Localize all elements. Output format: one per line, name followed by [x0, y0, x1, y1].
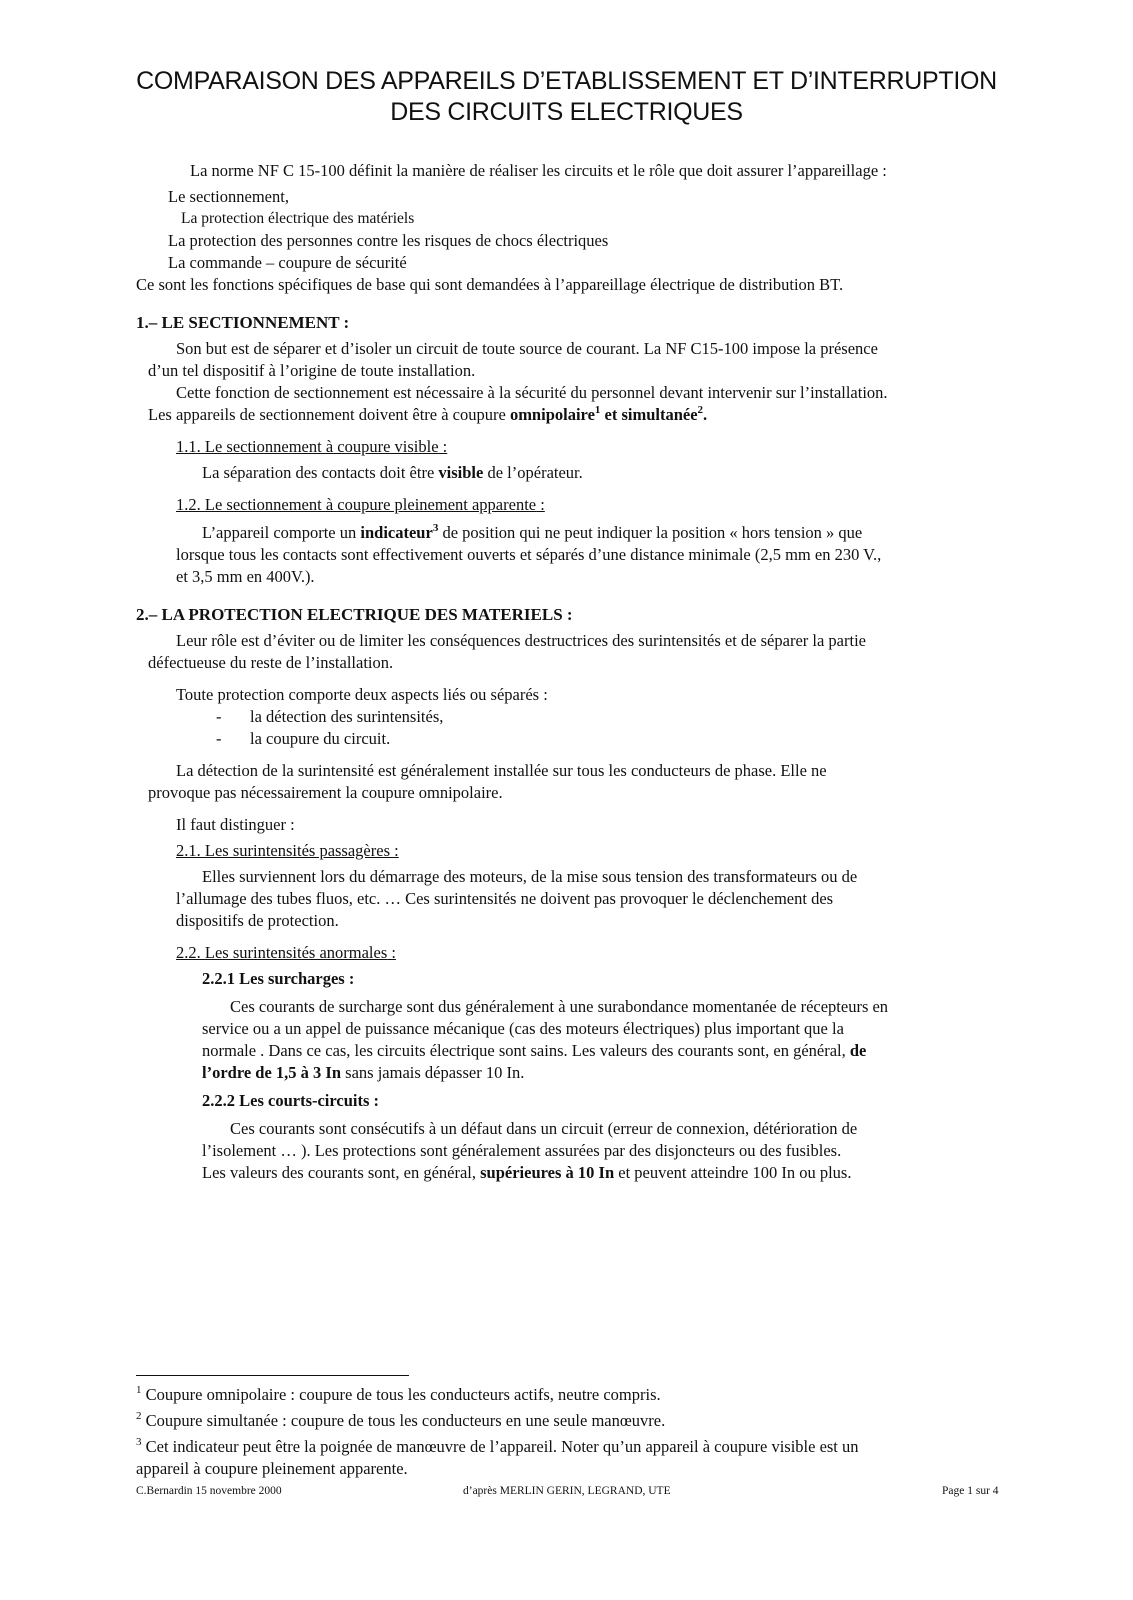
- subsection-1-2-text: et 3,5 mm en 400V.).: [176, 567, 315, 586]
- footnote-separator: [136, 1375, 409, 1376]
- section-1-text: d’un tel dispositif à l’origine de toute installation.: [148, 361, 476, 380]
- section-1-heading: 1.– LE SECTIONNEMENT :: [136, 313, 350, 332]
- title-line-2: DES CIRCUITS ELECTRIQUES: [390, 98, 743, 126]
- footer-sources: d’après MERLIN GERIN, LEGRAND, UTE: [463, 1485, 671, 1497]
- subsection-2-1-text: dispositifs de protection.: [176, 911, 339, 930]
- section-1-text: Les appareils de sectionnement doivent être à coupure omnipolaire$^1$ et simultanée$^2$.: [148, 404, 708, 424]
- footnote-ref: 1: [594, 404, 601, 416]
- subsection-2-2-2-heading: 2.2.2 Les courts-circuits :: [202, 1091, 380, 1110]
- footnote-3-continued: appareil à coupure pleinement apparente.: [136, 1459, 408, 1478]
- section-1-text: Son but est de séparer et d’isoler un circuit de toute source de courant. La NF C15-100 impose la présence: [176, 339, 878, 358]
- section-2-text: Il faut distinguer :: [176, 815, 295, 834]
- intro-item: La protection électrique des matériels: [181, 210, 415, 227]
- subsection-2-2-1-text: service ou a un appel de puissance mécanique (cas des moteurs électriques) plus important que la: [202, 1019, 844, 1038]
- subsection-1-2-text: L’appareil comporte un indicateur$^3$ de position qui ne peut indiquer la position « hors tension » que: [202, 522, 863, 542]
- subsection-2-2-2-text: l’isolement … ). Les protections sont généralement assurées par des disjoncteurs ou des fusibles.: [202, 1141, 842, 1160]
- subsection-2-2-heading: 2.2. Les surintensités anormales :: [176, 943, 396, 962]
- subsection-2-2-1-text: l’ordre de 1,5 à 3 In sans jamais dépasser 10 In.: [202, 1063, 525, 1082]
- subsection-2-1-heading: 2.1. Les surintensités passagères :: [176, 841, 399, 860]
- list-item: la détection des surintensités,: [250, 707, 444, 726]
- footer-author-date: C.Bernardin 15 novembre 2000: [136, 1485, 282, 1497]
- subsection-2-2-1-text: normale . Dans ce cas, les circuits électrique sont sains. Les valeurs des courants sont, en général, de: [202, 1041, 867, 1060]
- subsection-1-2-heading: 1.2. Le sectionnement à coupure pleinement apparente :: [176, 495, 545, 514]
- section-2-text: Leur rôle est d’éviter ou de limiter les conséquences destructrices des surintensités et de séparer la partie: [176, 631, 866, 650]
- list-bullet: -: [216, 729, 222, 748]
- section-2-heading: 2.– LA PROTECTION ELECTRIQUE DES MATERIELS :: [136, 605, 573, 624]
- subsection-2-2-1-text: Ces courants de surcharge sont dus généralement à une surabondance momentanée de récepteurs en: [230, 997, 889, 1016]
- title-line-1: COMPARAISON DES APPAREILS D’ETABLISSEMENT ET D’INTERRUPTION: [136, 67, 997, 95]
- section-2-text: défectueuse du reste de l’installation.: [148, 653, 394, 672]
- section-2-text: provoque pas nécessairement la coupure omnipolaire.: [148, 783, 503, 802]
- list-bullet: -: [216, 707, 222, 726]
- footnote-ref: 2: [697, 404, 704, 416]
- footnote-1: $^1$ Coupure omnipolaire : coupure de tous les conducteurs actifs, neutre compris.: [136, 1384, 661, 1404]
- subsection-1-2-text: lorsque tous les contacts sont effectivement ouverts et séparés d’une distance minimale (2,5 mm en 230 V.,: [176, 545, 882, 564]
- subsection-1-1-text: La séparation des contacts doit être visible de l’opérateur.: [202, 463, 583, 482]
- section-2-text: Toute protection comporte deux aspects liés ou séparés :: [176, 685, 548, 704]
- intro-item: La protection des personnes contre les risques de chocs électriques: [168, 231, 609, 250]
- subsection-1-1-heading: 1.1. Le sectionnement à coupure visible :: [176, 437, 448, 456]
- subsection-2-2-1-heading: 2.2.1 Les surcharges :: [202, 969, 355, 988]
- section-2-text: La détection de la surintensité est généralement installée sur tous les conducteurs de phase. Elle ne: [176, 761, 827, 780]
- footnote-3: $^3$ Cet indicateur peut être la poignée de manœuvre de l’appareil. Noter qu’un appareil à coupure visible est un: [136, 1436, 859, 1456]
- intro-item: Le sectionnement,: [168, 187, 289, 206]
- intro-item: La commande – coupure de sécurité: [168, 253, 407, 272]
- document-title: [0, 66, 1133, 128]
- subsection-2-2-2-text: Les valeurs des courants sont, en général, supérieures à 10 In et peuvent atteindre 100 In ou plus.: [202, 1163, 852, 1182]
- intro-lead: La norme NF C 15-100 définit la manière de réaliser les circuits et le rôle que doit assurer l’appareillage :: [190, 161, 887, 180]
- intro-closing: Ce sont les fonctions spécifiques de base qui sont demandées à l’appareillage électrique de distribution BT.: [136, 275, 844, 294]
- footnote-ref: 3: [432, 522, 439, 534]
- subsection-2-1-text: l’allumage des tubes fluos, etc. … Ces surintensités ne doivent pas provoquer le déclenchement des: [176, 889, 834, 908]
- subsection-2-2-2-text: Ces courants sont consécutifs à un défaut dans un circuit (erreur de connexion, détérioration de: [230, 1119, 858, 1138]
- subsection-2-1-text: Elles surviennent lors du démarrage des moteurs, de la mise sous tension des transformateurs ou de: [202, 867, 858, 886]
- footer-page-number: Page 1 sur 4: [942, 1485, 999, 1497]
- list-item: la coupure du circuit.: [250, 729, 391, 748]
- section-1-text: Cette fonction de sectionnement est nécessaire à la sécurité du personnel devant intervenir sur l’installation.: [176, 383, 888, 402]
- footnote-2: $^2$ Coupure simultanée : coupure de tous les conducteurs en une seule manœuvre.: [136, 1410, 666, 1430]
